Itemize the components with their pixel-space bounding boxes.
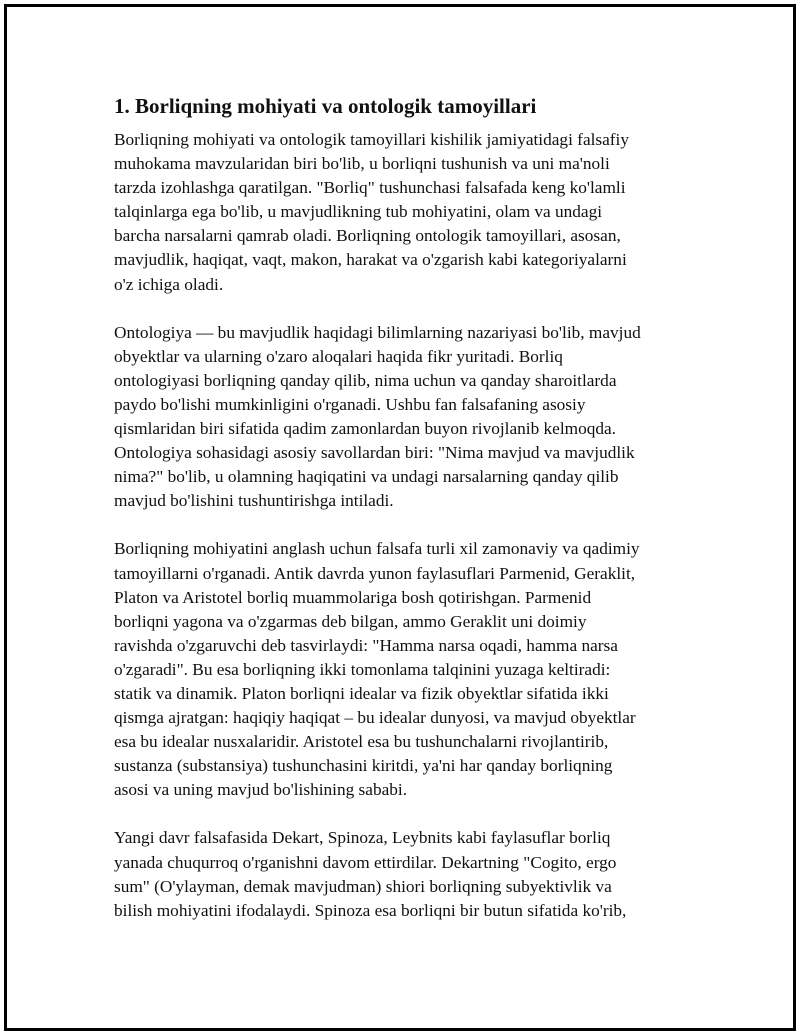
text-line: asosi va uning mavjud bo'lishining sababi. — [114, 780, 408, 800]
text-line: Borliqning mohiyati va ontologik tamoyillari kishilik jamiyatidagi falsafiy — [114, 130, 630, 149]
text-line: yanada chuqurroq o'rganishni davom ettirdilar. Dekartning "Cogito, ergo — [114, 852, 617, 872]
section-heading: 1. Borliqning mohiyati va ontologik tamoyillari — [114, 94, 537, 118]
paragraph-1 — [114, 128, 679, 297]
text-line: Ontologiya — bu mavjudlik haqidagi bilimlarning nazariyasi bo'lib, mavjud — [114, 322, 641, 342]
text-line: barcha narsalarni qamrab oladi. Borliqning ontologik tamoyillari, asosan, — [114, 226, 621, 246]
text-line: Platon va Aristotel borliq muammolariga bosh qotirishgan. Parmenid — [114, 587, 592, 607]
paragraph-2 — [114, 321, 679, 514]
text-line: muhokama mavzularidan biri bo'lib, u borliqni tushunish va uni ma'noli — [114, 154, 610, 174]
text-line: o'zgaradi". Bu esa borliqning ikki tomonlama talqinini yuzaga keltiradi: — [114, 659, 611, 679]
text-line: ravishda o'zgaruvchi deb tasvirlaydi: "Hamma narsa oqadi, hamma narsa — [114, 635, 618, 655]
text-line: mavjudlik, haqiqat, vaqt, makon, harakat va o'zgarish kabi kategoriyalarni — [114, 250, 627, 270]
text-line: tamoyillarni o'rganadi. Antik davrda yunon faylasuflari Parmenid, Geraklit, — [114, 563, 636, 583]
text-line: Yangi davr falsafasida Dekart, Spinoza, Leybnits kabi faylasuflar borliq — [114, 828, 611, 848]
text-line: ontologiyasi borliqning qanday qilib, nima uchun va qanday sharoitlarda — [114, 370, 617, 390]
text-line: Borliqning mohiyatini anglash uchun falsafa turli xil zamonaviy va qadimiy — [114, 539, 640, 559]
text-line: o'z ichiga oladi. — [114, 274, 224, 294]
text-line: sum" (O'ylayman, demak mavjudman) shiori borliqning subyektivlik va — [114, 876, 612, 896]
text-line: bilish mohiyatini ifodalaydi. Spinoza esa borliqni bir butun sifatida ko'rib, — [114, 900, 627, 920]
text-line: qismlaridan biri sifatida qadim zamonlardan buyon rivojlanib kelmoqda. — [114, 419, 616, 439]
text-line: borliqni yagona va o'zgarmas deb bilgan, ammo Geraklit uni doimiy — [114, 611, 587, 631]
paragraph-4 — [114, 826, 679, 922]
text-line: nima?" bo'lib, u olamning haqiqatini va undagi narsalarning qanday qilib — [114, 467, 619, 487]
text-line: qismga ajratgan: haqiqiy haqiqat – bu idealar dunyosi, va mavjud obyektlar — [114, 708, 636, 728]
document-body — [114, 92, 679, 947]
text-line: obyektlar va ularning o'zaro aloqalari haqida fikr yuritadi. Borliq — [114, 346, 563, 366]
paragraph-3 — [114, 537, 679, 802]
text-line: Ontologiya sohasidagi asosiy savollardan biri: "Nima mavjud va mavjudlik — [114, 443, 635, 463]
text-line: tarzda izohlashga qaratilgan. "Borliq" tushunchasi falsafada keng ko'lamli — [114, 178, 626, 198]
text-line: sustanza (substansiya) tushunchasini kiritdi, ya'ni har qanday borliqning — [114, 756, 613, 776]
text-line: mavjud bo'lishini tushuntirishga intiladi. — [114, 491, 394, 511]
text-line: esa bu idealar nusxalaridir. Aristotel esa bu tushunchalarni rivojlantirib, — [114, 732, 609, 752]
text-line: talqinlarga ega bo'lib, u mavjudlikning tub mohiyatini, olam va undagi — [114, 202, 603, 222]
text-line: statik va dinamik. Platon borliqni idealar va fizik obyektlar sifatida ikki — [114, 683, 609, 703]
text-line: paydo bo'lishi mumkinligini o'rganadi. Ushbu fan falsafaning asosiy — [114, 394, 586, 414]
